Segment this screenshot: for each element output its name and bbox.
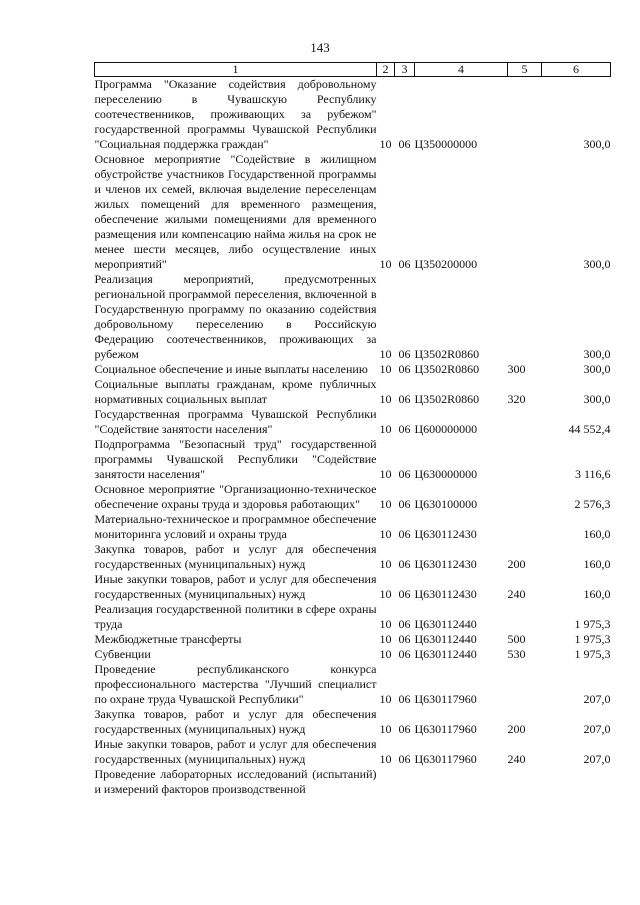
cell-amount: 1 975,3 <box>574 632 611 646</box>
cell-amount: 160,0 <box>583 557 611 571</box>
table-row <box>95 572 611 602</box>
cell-section: 10 <box>379 752 392 766</box>
cell-expense-type: 500 <box>507 632 526 646</box>
cell-section: 10 <box>379 692 392 706</box>
cell-target-code: Ц600000000 <box>414 422 478 436</box>
table-row <box>95 437 611 482</box>
cell-subsection <box>395 767 415 797</box>
cell-section: 10 <box>379 527 392 541</box>
cell-expense-type: 200 <box>507 557 526 571</box>
cell-subsection: 06 <box>398 752 411 766</box>
cell-name: Закупка товаров, работ и услуг для обеспечения государственных (муниципальных) нужд <box>94 707 377 736</box>
cell-target-code: Ц630112440 <box>414 647 477 661</box>
table-row <box>95 602 611 632</box>
cell-target-code <box>415 767 508 797</box>
table-row <box>95 647 611 662</box>
cell-subsection: 06 <box>398 362 411 376</box>
cell-amount: 300,0 <box>583 137 611 151</box>
table-row <box>95 542 611 572</box>
cell-expense-type <box>508 77 542 153</box>
cell-expense-type: 240 <box>507 587 526 601</box>
cell-name: Проведение лабораторных исследований (испытаний) и измерений факторов производственной <box>94 767 377 796</box>
cell-section: 10 <box>379 362 392 376</box>
table-row <box>95 272 611 362</box>
cell-name: Иные закупки товаров, работ и услуг для обеспечения государственных (муниципальных) нужд <box>94 737 377 766</box>
cell-section: 10 <box>379 392 392 406</box>
cell-name: Подпрограмма "Безопасный труд" государственной программы Чувашской Республики "Содействие занятости населения" <box>94 437 377 481</box>
cell-amount: 3 116,6 <box>574 467 611 481</box>
table-row <box>95 77 611 153</box>
cell-name: Материально-техническое и программное обеспечение мониторинга условий и охраны труда <box>94 512 377 541</box>
budget-table <box>94 62 611 797</box>
cell-amount: 300,0 <box>583 347 611 361</box>
cell-name: Закупка товаров, работ и услуг для обеспечения государственных (муниципальных) нужд <box>94 542 377 571</box>
cell-target-code: Ц3502R0860 <box>414 347 480 361</box>
cell-name: Программа "Оказание содействия добровольному переселению в Чувашскую Республику соотечественников, проживающих за рубежом" государственной программы Чувашской Республики "Социальная поддержка граждан" <box>94 77 377 151</box>
cell-target-code: Ц630112430 <box>414 527 477 541</box>
table-row <box>95 737 611 767</box>
cell-amount: 1 975,3 <box>574 647 611 661</box>
cell-name: Социальное обеспечение и иные выплаты населению <box>94 362 368 376</box>
cell-subsection: 06 <box>398 392 411 406</box>
cell-expense-type: 240 <box>507 752 526 766</box>
cell-target-code: Ц630100000 <box>414 497 478 511</box>
cell-amount: 160,0 <box>583 587 611 601</box>
cell-expense-type: 300 <box>507 362 526 376</box>
cell-amount: 44 552,4 <box>568 422 611 436</box>
header-cell-5: 5 <box>508 63 542 77</box>
cell-name: Государственная программа Чувашской Республики "Содействие занятости населения" <box>94 407 377 436</box>
cell-target-code: Ц630112440 <box>414 632 477 646</box>
cell-section <box>377 767 395 797</box>
cell-section: 10 <box>379 467 392 481</box>
cell-amount: 2 576,3 <box>574 497 611 511</box>
cell-section: 10 <box>379 422 392 436</box>
table-row <box>95 632 611 647</box>
table-row <box>95 407 611 437</box>
cell-name: Иные закупки товаров, работ и услуг для обеспечения государственных (муниципальных) нужд <box>94 572 377 601</box>
cell-target-code: Ц630117960 <box>414 722 477 736</box>
cell-expense-type: 200 <box>507 722 526 736</box>
cell-amount: 300,0 <box>583 392 611 406</box>
cell-subsection: 06 <box>398 422 411 436</box>
cell-subsection: 06 <box>398 497 411 511</box>
table-row <box>95 362 611 377</box>
cell-section: 10 <box>379 587 392 601</box>
cell-expense-type <box>508 602 542 632</box>
cell-target-code: Ц350200000 <box>414 257 478 271</box>
cell-amount: 300,0 <box>583 362 611 376</box>
cell-name: Проведение республиканского конкурса профессионального мастерства "Лучший специалист по охране труда Чувашской Республики" <box>94 662 377 706</box>
cell-amount: 207,0 <box>583 722 611 736</box>
cell-target-code: Ц630112430 <box>414 557 477 571</box>
cell-amount: 207,0 <box>583 692 611 706</box>
cell-target-code: Ц3502R0860 <box>414 362 480 376</box>
cell-subsection: 06 <box>398 617 411 631</box>
header-cell-3: 3 <box>395 63 415 77</box>
header-row <box>95 63 611 77</box>
cell-section: 10 <box>379 632 392 646</box>
header-cell-1: 1 <box>95 63 377 77</box>
table-row <box>95 707 611 737</box>
cell-expense-type <box>508 152 542 272</box>
header-cell-6: 6 <box>542 63 611 77</box>
cell-target-code: Ц630000000 <box>414 467 478 481</box>
cell-subsection: 06 <box>398 467 411 481</box>
cell-expense-type <box>508 512 542 542</box>
table-row <box>95 662 611 707</box>
cell-expense-type <box>508 407 542 437</box>
cell-section: 10 <box>379 137 392 151</box>
cell-subsection: 06 <box>398 527 411 541</box>
table-row <box>95 482 611 512</box>
cell-expense-type <box>508 437 542 482</box>
cell-section: 10 <box>379 647 392 661</box>
cell-name: Реализация мероприятий, предусмотренных региональной программой переселения, включенной в Государственную программу по оказанию содействия добровольному переселению в Российскую Федерацию соотечественников, проживающих за рубежом <box>94 272 377 361</box>
page-number: 143 <box>310 40 330 55</box>
cell-subsection: 06 <box>398 137 411 151</box>
cell-amount: 160,0 <box>583 527 611 541</box>
table-header <box>95 63 611 77</box>
cell-subsection: 06 <box>398 722 411 736</box>
cell-section: 10 <box>379 722 392 736</box>
cell-section: 10 <box>379 347 392 361</box>
cell-expense-type: 320 <box>507 392 526 406</box>
table-row <box>95 377 611 407</box>
cell-amount: 300,0 <box>583 257 611 271</box>
cell-subsection: 06 <box>398 257 411 271</box>
cell-section: 10 <box>379 557 392 571</box>
cell-target-code: Ц3502R0860 <box>414 392 480 406</box>
cell-section: 10 <box>379 257 392 271</box>
cell-expense-type <box>508 767 542 797</box>
cell-expense-type: 530 <box>507 647 526 661</box>
cell-name: Субвенции <box>94 647 151 661</box>
cell-subsection: 06 <box>398 692 411 706</box>
header-cell-2: 2 <box>377 63 395 77</box>
cell-target-code: Ц630117960 <box>414 752 477 766</box>
cell-amount: 1 975,3 <box>574 617 611 631</box>
cell-name: Основное мероприятие "Организационно-техническое обеспечение охраны труда и здоровья работающих" <box>94 482 377 511</box>
cell-name: Реализация государственной политики в сфере охраны труда <box>94 602 377 631</box>
cell-target-code: Ц630112430 <box>414 587 477 601</box>
cell-target-code: Ц630112440 <box>414 617 477 631</box>
cell-section: 10 <box>379 617 392 631</box>
cell-name: Социальные выплаты гражданам, кроме публичных нормативных социальных выплат <box>94 377 377 406</box>
cell-amount: 207,0 <box>583 752 611 766</box>
table-row <box>95 152 611 272</box>
cell-expense-type <box>508 662 542 707</box>
cell-subsection: 06 <box>398 347 411 361</box>
cell-expense-type <box>508 482 542 512</box>
cell-name: Основное мероприятие "Содействие в жилищном обустройстве участников Государственной программы и членов их семей, включая выделение переселенцам жилых помещений для временного размещения, обеспечение жилыми помещениями для временного размещения или компенсацию найма жилья на срок не менее шести месяцев, либо осуществление иных мероприятий" <box>94 152 377 271</box>
cell-name: Межбюджетные трансферты <box>94 632 242 646</box>
header-cell-4: 4 <box>415 63 508 77</box>
cell-target-code: Ц630117960 <box>414 692 477 706</box>
cell-subsection: 06 <box>398 587 411 601</box>
cell-amount <box>542 767 611 797</box>
cell-expense-type <box>508 272 542 362</box>
cell-subsection: 06 <box>398 647 411 661</box>
cell-target-code: Ц350000000 <box>414 137 478 151</box>
table-body <box>95 77 611 798</box>
cell-subsection: 06 <box>398 632 411 646</box>
cell-section: 10 <box>379 497 392 511</box>
table-row <box>95 767 611 797</box>
cell-subsection: 06 <box>398 557 411 571</box>
table-row <box>95 512 611 542</box>
